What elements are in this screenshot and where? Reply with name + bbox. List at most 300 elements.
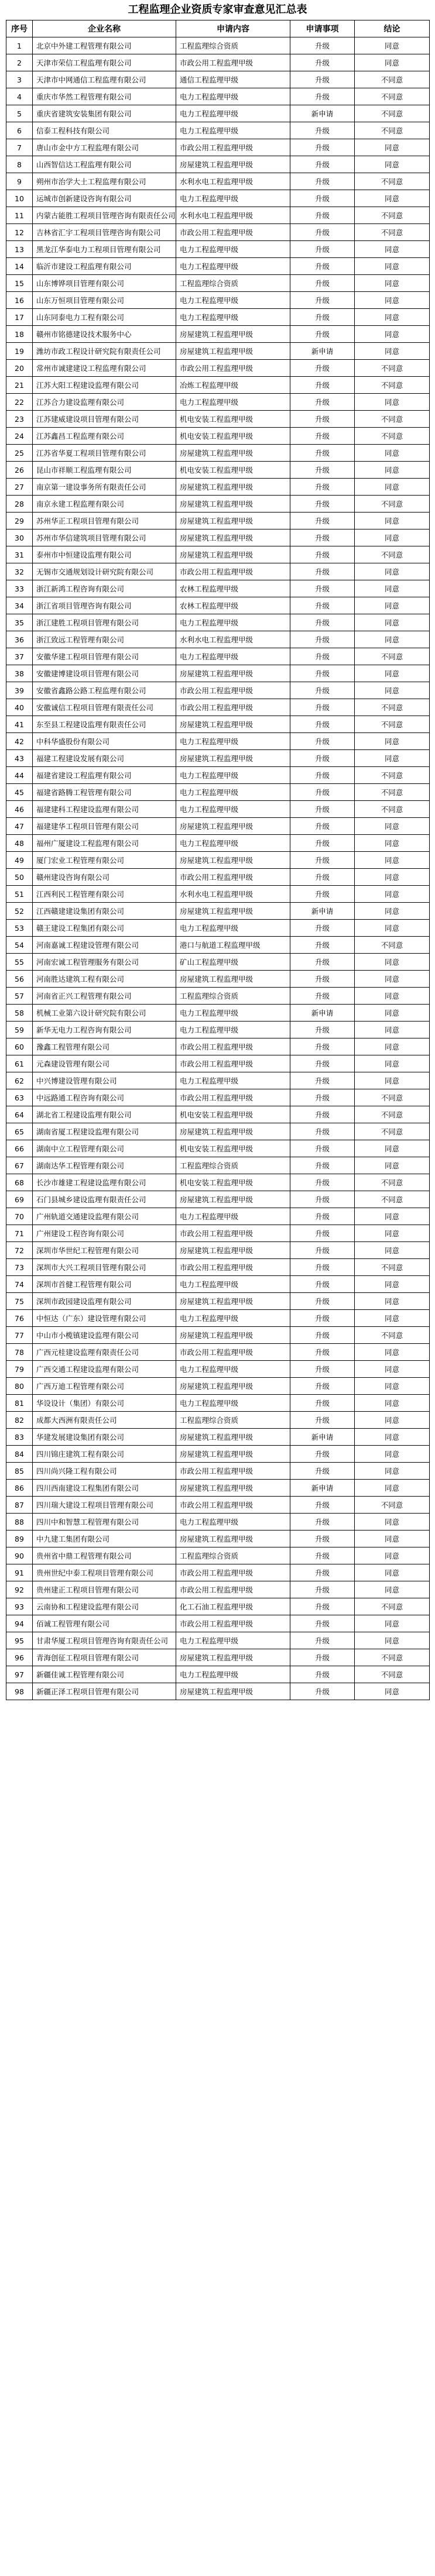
row-number: 32 xyxy=(6,563,33,580)
application-item: 升级 xyxy=(290,750,355,767)
company-name: 元森建设管理有限公司 xyxy=(33,1055,176,1072)
row-number: 68 xyxy=(6,1174,33,1191)
row-number: 62 xyxy=(6,1072,33,1089)
application-item: 升级 xyxy=(290,767,355,784)
company-name: 贵州建正工程项目管理有限公司 xyxy=(33,1581,176,1598)
table-row xyxy=(6,835,430,852)
review-result: 同意 xyxy=(355,1564,430,1581)
review-result: 同意 xyxy=(355,1344,430,1361)
row-number: 8 xyxy=(6,156,33,173)
row-number: 34 xyxy=(6,597,33,614)
application-content: 市政公用工程监理甲级 xyxy=(176,682,290,699)
table-row xyxy=(6,241,430,258)
table-row xyxy=(6,224,430,241)
review-result: 同意 xyxy=(355,1581,430,1598)
application-content: 电力工程监理甲级 xyxy=(176,1666,290,1683)
table-row xyxy=(6,767,430,784)
application-item: 升级 xyxy=(290,1649,355,1666)
company-name: 湖北省工程建设监理有限公司 xyxy=(33,1106,176,1123)
company-name: 豫鑫工程管理有限公司 xyxy=(33,1038,176,1055)
application-item: 升级 xyxy=(290,258,355,275)
review-result: 不同意 xyxy=(355,699,430,716)
review-result: 不同意 xyxy=(355,411,430,428)
document-title: 工程监理企业资质专家审查意见汇总表 xyxy=(128,4,307,16)
application-content: 电力工程监理甲级 xyxy=(176,1208,290,1225)
application-content: 机电安装工程监理甲级 xyxy=(176,1106,290,1123)
review-result: 不同意 xyxy=(355,784,430,801)
table-row xyxy=(6,1005,430,1022)
company-name: 河南胜达建筑工程有限公司 xyxy=(33,971,176,988)
application-item: 升级 xyxy=(290,682,355,699)
table-row xyxy=(6,1123,430,1140)
row-number: 33 xyxy=(6,580,33,597)
application-content: 房屋建筑工程监理甲级 xyxy=(176,1683,290,1700)
application-content: 市政公用工程监理甲级 xyxy=(176,1225,290,1242)
application-content: 机电安装工程监理甲级 xyxy=(176,1174,290,1191)
row-number: 17 xyxy=(6,309,33,326)
row-number: 3 xyxy=(6,71,33,88)
company-name: 安徽省鑫路公路工程监理有限公司 xyxy=(33,682,176,699)
company-name: 中恒达（广东）建设管理有限公司 xyxy=(33,1310,176,1327)
row-number: 50 xyxy=(6,869,33,886)
header-number: 序号 xyxy=(6,20,33,37)
company-name: 中兴博建设管理有限公司 xyxy=(33,1072,176,1089)
row-number: 75 xyxy=(6,1293,33,1310)
company-name: 深圳市首健工程管理有限公司 xyxy=(33,1276,176,1293)
application-item: 升级 xyxy=(290,529,355,546)
application-content: 市政公用工程监理甲级 xyxy=(176,1581,290,1598)
company-name: 广州建设工程咨询有限公司 xyxy=(33,1225,176,1242)
table-row xyxy=(6,1480,430,1497)
application-content: 电力工程监理甲级 xyxy=(176,241,290,258)
company-name: 江苏建威建设项目管理有限公司 xyxy=(33,411,176,428)
row-number: 71 xyxy=(6,1225,33,1242)
application-content: 房屋建筑工程监理甲级 xyxy=(176,1293,290,1310)
company-name: 重庆市华然工程管理有限公司 xyxy=(33,88,176,105)
table-row xyxy=(6,1259,430,1276)
application-item: 升级 xyxy=(290,479,355,496)
table-row xyxy=(6,292,430,309)
application-item: 升级 xyxy=(290,1378,355,1395)
review-result: 同意 xyxy=(355,513,430,529)
application-content: 农林工程监理甲级 xyxy=(176,580,290,597)
review-result: 同意 xyxy=(355,1412,430,1429)
review-result: 不同意 xyxy=(355,1089,430,1106)
table-row xyxy=(6,1022,430,1038)
table-row xyxy=(6,988,430,1005)
table-row xyxy=(6,1429,430,1446)
application-content: 市政公用工程监理甲级 xyxy=(176,563,290,580)
row-number: 13 xyxy=(6,241,33,258)
application-item: 升级 xyxy=(290,1344,355,1361)
review-result: 同意 xyxy=(355,1514,430,1531)
row-number: 28 xyxy=(6,496,33,513)
review-result: 同意 xyxy=(355,614,430,631)
company-name: 石门县城乡建设监理有限责任公司 xyxy=(33,1191,176,1208)
company-name: 中九建工集团有限公司 xyxy=(33,1531,176,1547)
application-content: 电力工程监理甲级 xyxy=(176,1005,290,1022)
table-row xyxy=(6,716,430,733)
row-number: 15 xyxy=(6,275,33,292)
table-row xyxy=(6,275,430,292)
application-content: 房屋建筑工程监理甲级 xyxy=(176,818,290,835)
row-number: 86 xyxy=(6,1480,33,1497)
row-number: 92 xyxy=(6,1581,33,1598)
row-number: 65 xyxy=(6,1123,33,1140)
table-row xyxy=(6,665,430,682)
application-content: 房屋建筑工程监理甲级 xyxy=(176,971,290,988)
row-number: 25 xyxy=(6,445,33,462)
review-result: 不同意 xyxy=(355,716,430,733)
application-item: 升级 xyxy=(290,886,355,903)
application-content: 房屋建筑工程监理甲级 xyxy=(176,1378,290,1395)
application-item: 升级 xyxy=(290,1072,355,1089)
application-item: 升级 xyxy=(290,1140,355,1157)
company-name: 重庆省建筑安装集团有限公司 xyxy=(33,105,176,122)
review-result: 同意 xyxy=(355,292,430,309)
row-number: 77 xyxy=(6,1327,33,1344)
application-item: 新申请 xyxy=(290,343,355,360)
table-row xyxy=(6,1276,430,1293)
application-item: 升级 xyxy=(290,224,355,241)
application-content: 电力工程监理甲级 xyxy=(176,122,290,139)
review-result: 同意 xyxy=(355,275,430,292)
review-result: 同意 xyxy=(355,597,430,614)
table-row xyxy=(6,563,430,580)
application-content: 电力工程监理甲级 xyxy=(176,1276,290,1293)
company-name: 北京中外建工程管理有限公司 xyxy=(33,37,176,54)
application-item: 升级 xyxy=(290,631,355,648)
table-row xyxy=(6,1157,430,1174)
company-name: 广州轨道交通建设监理有限公司 xyxy=(33,1208,176,1225)
review-result: 同意 xyxy=(355,258,430,275)
review-result: 同意 xyxy=(355,920,430,937)
row-number: 93 xyxy=(6,1598,33,1615)
application-content: 矿山工程监理甲级 xyxy=(176,954,290,971)
review-result: 同意 xyxy=(355,869,430,886)
company-name: 浙江省项目管理咨询有限公司 xyxy=(33,597,176,614)
table-row xyxy=(6,207,430,224)
application-content: 农林工程监理甲级 xyxy=(176,597,290,614)
company-name: 福建建华工程项目管理有限公司 xyxy=(33,818,176,835)
company-name: 四川中和智慧工程管理有限公司 xyxy=(33,1514,176,1531)
application-item: 新申请 xyxy=(290,1480,355,1497)
table-row xyxy=(6,37,430,54)
application-item: 升级 xyxy=(290,462,355,479)
table-row xyxy=(6,394,430,411)
table-row xyxy=(6,1632,430,1649)
row-number: 21 xyxy=(6,377,33,394)
review-result: 不同意 xyxy=(355,88,430,105)
review-result: 同意 xyxy=(355,1429,430,1446)
company-name: 深圳市华世纪工程管理有限公司 xyxy=(33,1242,176,1259)
application-content: 电力工程监理甲级 xyxy=(176,614,290,631)
table-row xyxy=(6,1344,430,1361)
row-number: 76 xyxy=(6,1310,33,1327)
company-name: 厦门宏业工程管理有限公司 xyxy=(33,852,176,869)
row-number: 83 xyxy=(6,1429,33,1446)
table-row xyxy=(6,479,430,496)
company-name: 江苏鑫昌工程监理有限公司 xyxy=(33,428,176,445)
company-name: 朔州市治学大土工程监理有限公司 xyxy=(33,173,176,190)
company-name: 山西智信达工程监理有限公司 xyxy=(33,156,176,173)
review-result: 同意 xyxy=(355,462,430,479)
company-name: 成都大西洲有限责任公司 xyxy=(33,1412,176,1429)
company-name: 福建省路腾工程管理有限公司 xyxy=(33,784,176,801)
table-row xyxy=(6,1649,430,1666)
table-row xyxy=(6,1446,430,1463)
application-content: 市政公用工程监理甲级 xyxy=(176,224,290,241)
application-content: 工程监理综合资质 xyxy=(176,37,290,54)
review-result: 同意 xyxy=(355,750,430,767)
row-number: 79 xyxy=(6,1361,33,1378)
application-content: 电力工程监理甲级 xyxy=(176,1310,290,1327)
row-number: 10 xyxy=(6,190,33,207)
table-row xyxy=(6,343,430,360)
review-result: 同意 xyxy=(355,37,430,54)
application-content: 市政公用工程监理甲级 xyxy=(176,1038,290,1055)
table-row xyxy=(6,88,430,105)
company-name: 广西元桂建设监理有限责任公司 xyxy=(33,1344,176,1361)
application-content: 房屋建筑工程监理甲级 xyxy=(176,1531,290,1547)
review-result: 不同意 xyxy=(355,1649,430,1666)
review-result: 同意 xyxy=(355,1072,430,1089)
row-number: 91 xyxy=(6,1564,33,1581)
company-name: 福建工程建设发展有限公司 xyxy=(33,750,176,767)
table-row xyxy=(6,139,430,156)
review-result: 不同意 xyxy=(355,377,430,394)
row-number: 63 xyxy=(6,1089,33,1106)
row-number: 58 xyxy=(6,1005,33,1022)
application-content: 房屋建筑工程监理甲级 xyxy=(176,1123,290,1140)
application-content: 市政公用工程监理甲级 xyxy=(176,1497,290,1514)
application-item: 升级 xyxy=(290,88,355,105)
table-row xyxy=(6,597,430,614)
table-row xyxy=(6,326,430,343)
company-name: 中远路通工程咨询有限公司 xyxy=(33,1089,176,1106)
review-result: 同意 xyxy=(355,852,430,869)
application-content: 水利水电工程监理甲级 xyxy=(176,631,290,648)
table-row xyxy=(6,784,430,801)
application-item: 升级 xyxy=(290,580,355,597)
application-content: 电力工程监理甲级 xyxy=(176,767,290,784)
table-row xyxy=(6,1361,430,1378)
application-item: 升级 xyxy=(290,1242,355,1259)
table-row xyxy=(6,1208,430,1225)
row-number: 35 xyxy=(6,614,33,631)
row-number: 78 xyxy=(6,1344,33,1361)
company-name: 新疆正泽工程项目管理有限公司 xyxy=(33,1683,176,1700)
application-item: 升级 xyxy=(290,614,355,631)
application-item: 升级 xyxy=(290,835,355,852)
company-name: 湖南省厦工程建设监理有限公司 xyxy=(33,1123,176,1140)
row-number: 4 xyxy=(6,88,33,105)
application-item: 升级 xyxy=(290,445,355,462)
table-row xyxy=(6,1564,430,1581)
application-item: 升级 xyxy=(290,496,355,513)
company-name: 河南省正兴工程管理有限公司 xyxy=(33,988,176,1005)
row-number: 27 xyxy=(6,479,33,496)
company-name: 中山市小榄镇建设监理有限公司 xyxy=(33,1327,176,1344)
application-item: 升级 xyxy=(290,648,355,665)
application-content: 电力工程监理甲级 xyxy=(176,920,290,937)
review-result: 同意 xyxy=(355,1446,430,1463)
company-name: 深圳市政园建设监理有限公司 xyxy=(33,1293,176,1310)
company-name: 云南协和工程建设监理有限公司 xyxy=(33,1598,176,1615)
application-content: 房屋建筑工程监理甲级 xyxy=(176,343,290,360)
company-name: 四川尚兴隆工程有限公司 xyxy=(33,1463,176,1480)
application-content: 电力工程监理甲级 xyxy=(176,394,290,411)
table-row xyxy=(6,614,430,631)
company-name: 华设设计（集团）有限公司 xyxy=(33,1395,176,1412)
review-result: 不同意 xyxy=(355,1106,430,1123)
application-item: 升级 xyxy=(290,1208,355,1225)
application-item: 升级 xyxy=(290,1310,355,1327)
review-result: 同意 xyxy=(355,309,430,326)
application-item: 升级 xyxy=(290,1463,355,1480)
row-number: 44 xyxy=(6,767,33,784)
application-item: 升级 xyxy=(290,377,355,394)
company-name: 河南宏诚工程管理服务有限公司 xyxy=(33,954,176,971)
application-content: 工程监理综合资质 xyxy=(176,988,290,1005)
row-number: 72 xyxy=(6,1242,33,1259)
application-item: 升级 xyxy=(290,1446,355,1463)
application-content: 冶炼工程监理甲级 xyxy=(176,377,290,394)
company-name: 湖南中立工程管理有限公司 xyxy=(33,1140,176,1157)
application-item: 升级 xyxy=(290,988,355,1005)
review-result: 同意 xyxy=(355,1480,430,1497)
table-row xyxy=(6,1191,430,1208)
application-content: 房屋建筑工程监理甲级 xyxy=(176,445,290,462)
row-number: 96 xyxy=(6,1649,33,1666)
application-item: 升级 xyxy=(290,1276,355,1293)
row-number: 60 xyxy=(6,1038,33,1055)
application-content: 市政公用工程监理甲级 xyxy=(176,1463,290,1480)
review-result: 同意 xyxy=(355,1208,430,1225)
review-result: 同意 xyxy=(355,139,430,156)
table-row xyxy=(6,258,430,275)
company-name: 黑龙江华泰电力工程项目管理有限公司 xyxy=(33,241,176,258)
application-content: 市政公用工程监理甲级 xyxy=(176,1344,290,1361)
company-name: 昆山市祥顺工程监理有限公司 xyxy=(33,462,176,479)
review-result: 不同意 xyxy=(355,207,430,224)
application-content: 电力工程监理甲级 xyxy=(176,1514,290,1531)
application-content: 通信工程监理甲级 xyxy=(176,71,290,88)
application-item: 升级 xyxy=(290,563,355,580)
application-content: 电力工程监理甲级 xyxy=(176,1632,290,1649)
company-name: 信泰工程科技有限公司 xyxy=(33,122,176,139)
review-result: 同意 xyxy=(355,988,430,1005)
table-row xyxy=(6,750,430,767)
row-number: 47 xyxy=(6,818,33,835)
row-number: 81 xyxy=(6,1395,33,1412)
review-result: 同意 xyxy=(355,1157,430,1174)
review-result: 同意 xyxy=(355,1055,430,1072)
company-name: 赣州市铭德建设技术服务中心 xyxy=(33,326,176,343)
application-content: 房屋建筑工程监理甲级 xyxy=(176,1327,290,1344)
row-number: 87 xyxy=(6,1497,33,1514)
company-name: 南京永建工程监理有限公司 xyxy=(33,496,176,513)
application-item: 升级 xyxy=(290,869,355,886)
application-content: 电力工程监理甲级 xyxy=(176,190,290,207)
review-result: 同意 xyxy=(355,1022,430,1038)
company-name: 青海创征工程项目管理有限公司 xyxy=(33,1649,176,1666)
review-result: 同意 xyxy=(355,1225,430,1242)
company-name: 甘肃华厦工程项目管理咨询有限责任公司 xyxy=(33,1632,176,1649)
company-name: 安徽建博建设项目管理有限公司 xyxy=(33,665,176,682)
application-content: 市政公用工程监理甲级 xyxy=(176,1089,290,1106)
company-name: 浙江建胜工程项目管理有限公司 xyxy=(33,614,176,631)
application-item: 升级 xyxy=(290,156,355,173)
row-number: 5 xyxy=(6,105,33,122)
application-item: 升级 xyxy=(290,665,355,682)
row-number: 26 xyxy=(6,462,33,479)
application-content: 机电安装工程监理甲级 xyxy=(176,428,290,445)
application-item: 升级 xyxy=(290,1157,355,1174)
row-number: 16 xyxy=(6,292,33,309)
application-content: 房屋建筑工程监理甲级 xyxy=(176,1446,290,1463)
application-content: 市政公用工程监理甲级 xyxy=(176,1055,290,1072)
row-number: 67 xyxy=(6,1157,33,1174)
row-number: 82 xyxy=(6,1412,33,1429)
application-item: 升级 xyxy=(290,1395,355,1412)
row-number: 49 xyxy=(6,852,33,869)
application-item: 升级 xyxy=(290,394,355,411)
application-item: 升级 xyxy=(290,1514,355,1531)
application-item: 升级 xyxy=(290,326,355,343)
company-name: 四川瑞大建设工程项目管理有限公司 xyxy=(33,1497,176,1514)
table-row xyxy=(6,462,430,479)
application-item: 升级 xyxy=(290,716,355,733)
review-result: 同意 xyxy=(355,954,430,971)
application-item: 升级 xyxy=(290,1666,355,1683)
company-name: 福建建科工程建设监理有限公司 xyxy=(33,801,176,818)
application-content: 工程监理综合资质 xyxy=(176,275,290,292)
table-row xyxy=(6,580,430,597)
application-item: 升级 xyxy=(290,971,355,988)
table-row xyxy=(6,173,430,190)
table-row xyxy=(6,54,430,71)
table-row xyxy=(6,1242,430,1259)
application-content: 工程监理综合资质 xyxy=(176,1412,290,1429)
application-content: 房屋建筑工程监理甲级 xyxy=(176,546,290,563)
review-result: 不同意 xyxy=(355,1598,430,1615)
row-number: 41 xyxy=(6,716,33,733)
table-row xyxy=(6,1089,430,1106)
table-row xyxy=(6,1598,430,1615)
application-item: 升级 xyxy=(290,1497,355,1514)
application-content: 房屋建筑工程监理甲级 xyxy=(176,750,290,767)
company-name: 广西万迪工程管理有限公司 xyxy=(33,1378,176,1395)
application-item: 升级 xyxy=(290,1123,355,1140)
table-row xyxy=(6,122,430,139)
company-name: 山东同泰电力工程有限公司 xyxy=(33,309,176,326)
company-name: 赣王建设工程集团有限公司 xyxy=(33,920,176,937)
company-name: 常州市诚建建设工程监理有限公司 xyxy=(33,360,176,377)
row-number: 95 xyxy=(6,1632,33,1649)
table-row xyxy=(6,190,430,207)
company-name: 江西利民工程管理有限公司 xyxy=(33,886,176,903)
review-result: 同意 xyxy=(355,1395,430,1412)
company-name: 江苏大阳工程建设监理有限公司 xyxy=(33,377,176,394)
company-name: 泰州市中恒建设监理有限公司 xyxy=(33,546,176,563)
application-content: 房屋建筑工程监理甲级 xyxy=(176,326,290,343)
table-row xyxy=(6,1666,430,1683)
application-content: 港口与航道工程监理甲级 xyxy=(176,937,290,954)
table-row xyxy=(6,1038,430,1055)
application-item: 升级 xyxy=(290,1412,355,1429)
application-item: 升级 xyxy=(290,1361,355,1378)
